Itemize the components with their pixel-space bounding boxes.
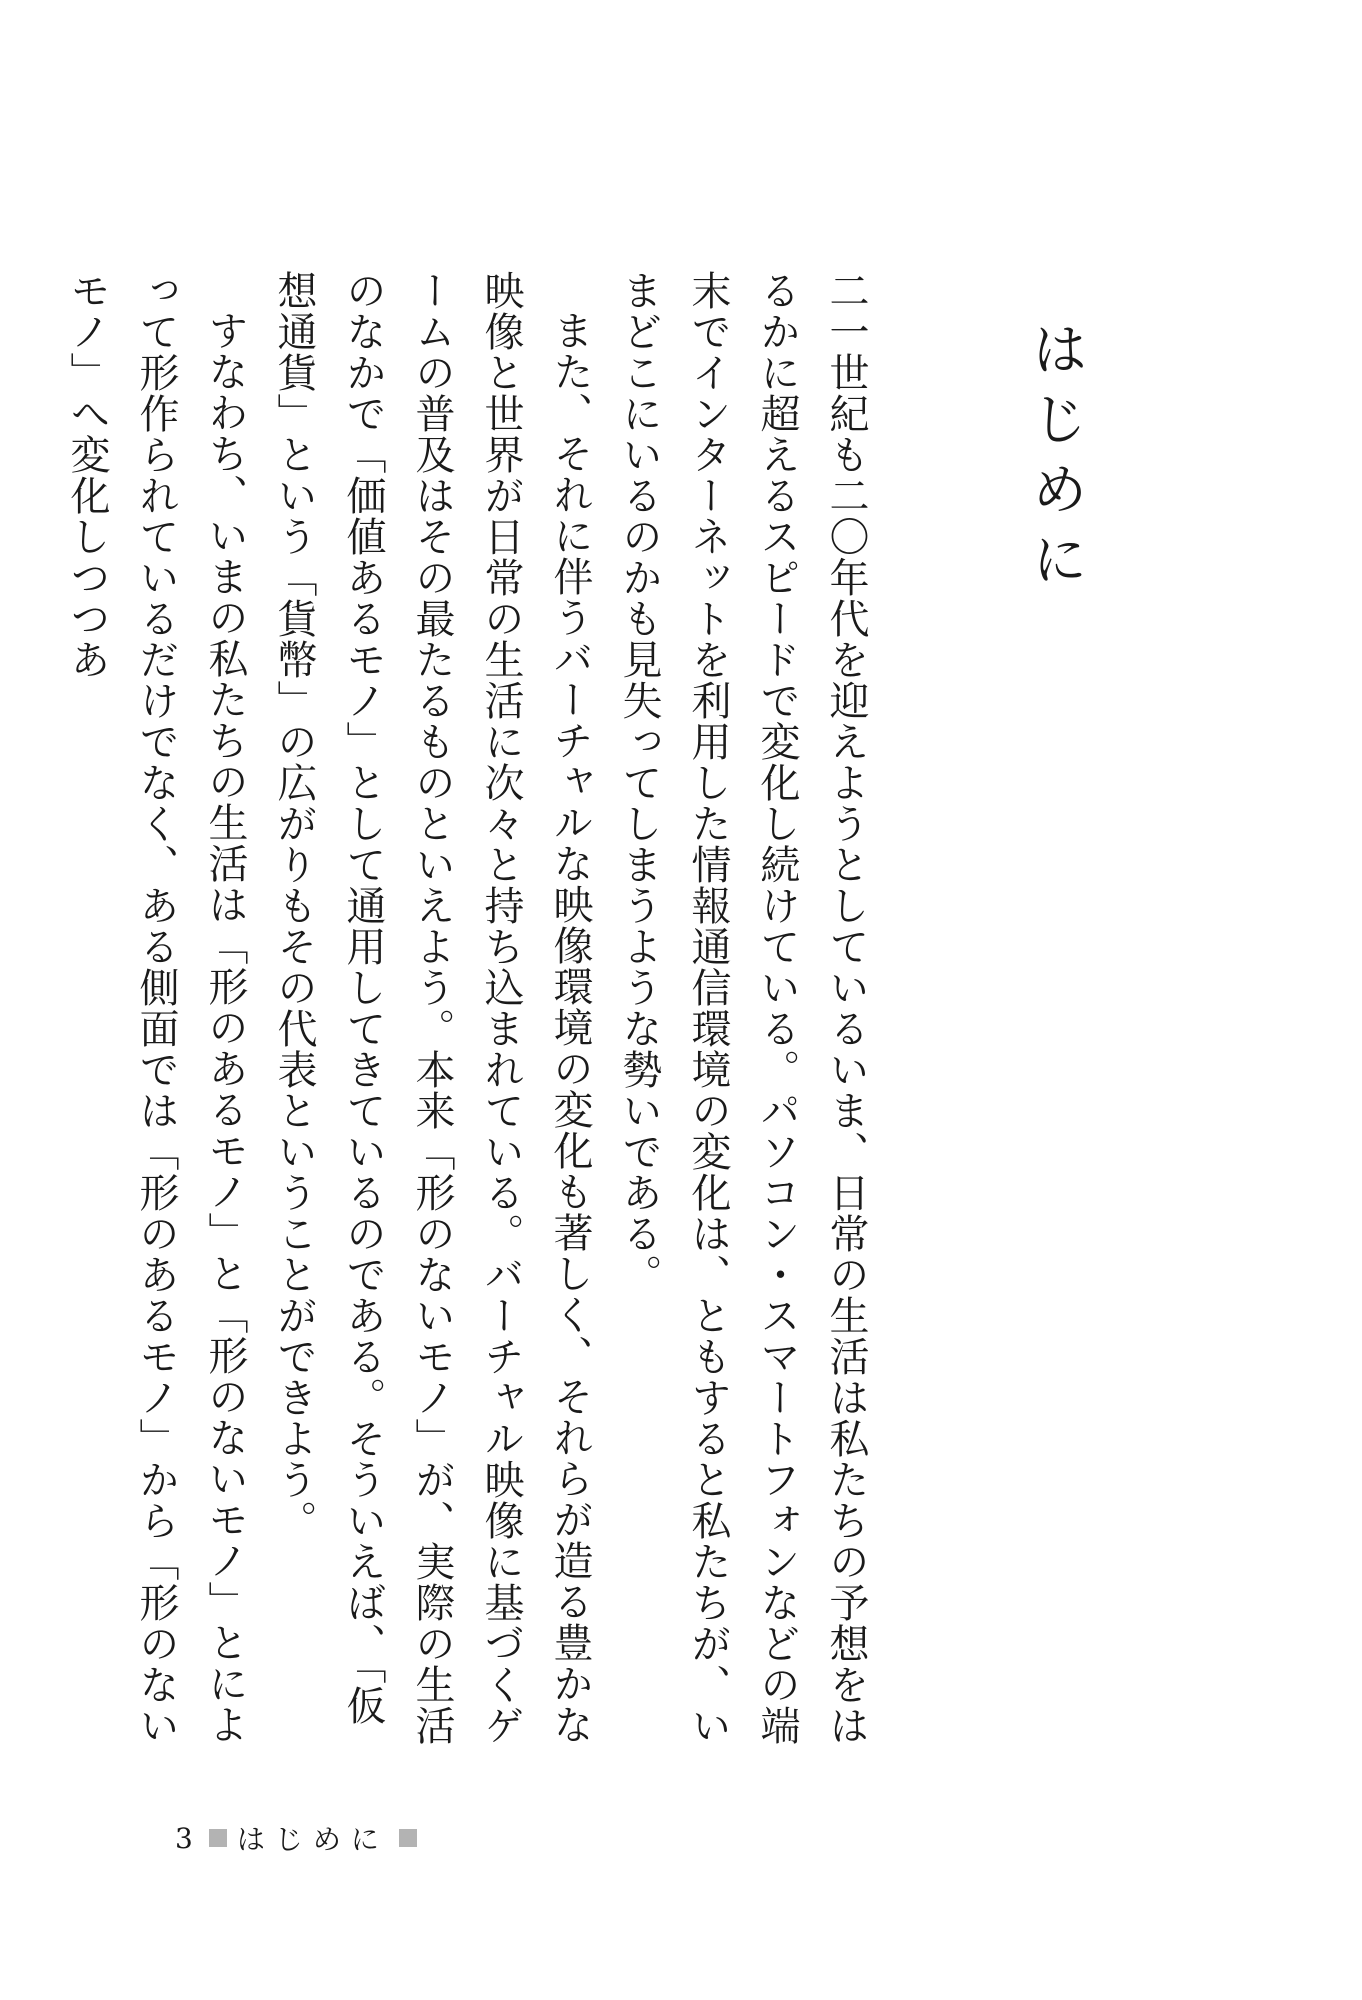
running-title: はじめに: [236, 1823, 389, 1856]
square-bullet-icon: [399, 1829, 417, 1847]
paragraph-3: すなわち、いまの私たちの生活は「形のあるモノ」と「形のないモノ」とによって形作られているだけでなく、ある側面では「形のあるモノ」から「形のないモノ」へ変化しつつあ: [64, 270, 248, 1746]
paragraph-2: また、それに伴うバーチャルな映像環境の変化も著しく、それらが造る豊かな映像と世界が日常の生活に次々と持ち込まれている。バーチャル映像に基づくゲームの普及はその最たるものといえよう。本来「形のないモノ」が、実際の生活のなかで「価値あるモノ」として通用してきているのである。そういえば、「仮想通貨」という「貨幣」の広がりもその代表ということができよう。: [271, 270, 593, 1746]
square-bullet-icon: [209, 1829, 227, 1847]
paragraph-1: 二一世紀も二〇年代を迎えようとしているいま、日常の生活は私たちの予想をはるかに超えるスピードで変化し続けている。パソコン・スマートフォンなどの端末でインターネットを利用した情報通信環境の変化は、ともすると私たちが、いまどこにいるのかも見失ってしまうような勢いである。: [616, 270, 869, 1746]
page-number: 3: [175, 1821, 193, 1855]
page-footer: [175, 1818, 427, 1858]
chapter-title: はじめに: [1023, 320, 1088, 600]
body-text: [64, 270, 880, 1750]
